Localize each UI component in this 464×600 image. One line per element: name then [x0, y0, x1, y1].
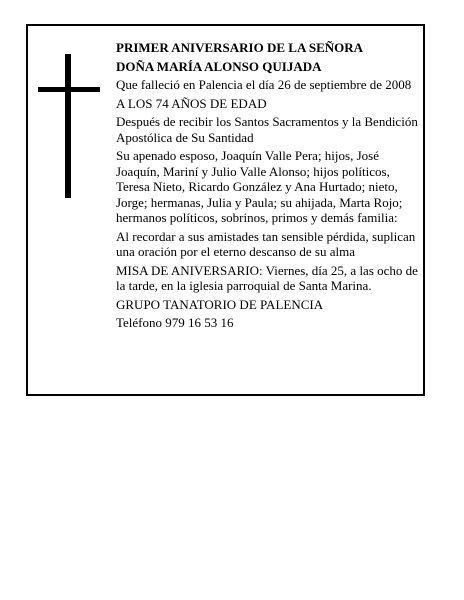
notice-title-line2: DOÑA MARÍA ALONSO QUIJADA	[116, 58, 322, 74]
mass-info: MISA DE ANIVERSARIO: Viernes, día 25, a las ocho de la tarde, en la iglesia parroquial de Santa Marina.	[116, 262, 418, 293]
obituary-notice	[26, 24, 425, 396]
death-info: Que falleció en Palencia el día 26 de septiembre de 2008	[116, 77, 412, 92]
funeral-home: GRUPO TANATORIO DE PALENCIA	[116, 296, 324, 312]
cross-vertical-bar	[65, 54, 71, 198]
prayer-request: Al recordar a sus amistades tan sensible pérdida, suplican una oración por el eterno descanso de su alma	[116, 228, 416, 259]
sacraments-line: Después de recibir los Santos Sacramentos y la Bendición Apostólica de Su Santidad	[116, 114, 418, 145]
phone-number: Teléfono 979 16 53 16	[116, 315, 234, 330]
family-list: Su apenado esposo, Joaquín Valle Pera; hijos, José Joaquín, Mariní y Julio Valle Alonso; hijos políticos, Teresa Nieto, Ricardo González y Ana Hurtado; nieto, Jorge; hermanas, Julia y Paula; su ahijada, Marta Rojo; hermanos políticos, sobrinos, primos y demás familia:	[116, 148, 403, 225]
notice-title-line1: PRIMER ANIVERSARIO DE LA SEÑORA	[116, 40, 364, 55]
notice-text	[116, 40, 424, 334]
cross-icon	[38, 54, 100, 198]
cross-horizontal-bar	[38, 87, 100, 92]
age-line: A LOS 74 AÑOS DE EDAD	[116, 95, 267, 111]
